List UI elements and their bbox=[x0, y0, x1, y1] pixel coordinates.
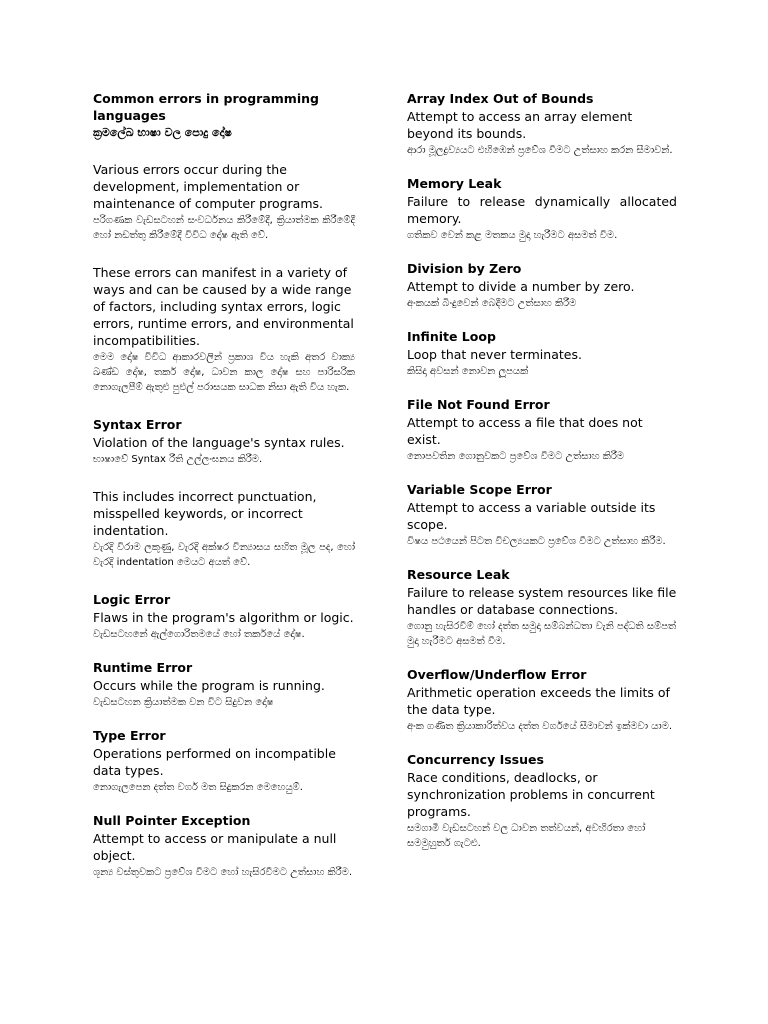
section-text-en: Arithmetic operation exceeds the limits of the data type. bbox=[407, 685, 670, 717]
section-text-si: ආරා මූලද්‍රව්‍යයට එහිඹෙන් ප්‍රවේශ වීමට උත්සාහ කරන සීමාවන්. bbox=[407, 145, 673, 156]
section-heading: Concurrency Issues bbox=[407, 752, 544, 767]
section-concurrency bbox=[407, 751, 677, 851]
section-text-en: Loop that never terminates. bbox=[407, 347, 582, 362]
section-text-si: අංක ගණිත ක්‍රියාකාරිත්වය දත්ත වර්ගයේ සීමාවන් ඉක්මවා යාම. bbox=[407, 721, 673, 732]
section-heading: Infinite Loop bbox=[407, 329, 496, 344]
section-heading: Overflow/Underflow Error bbox=[407, 667, 587, 682]
section-text-si: ගතිකව වෙන් කළ මතකය මුදා හැරීමට අසමත් වීම. bbox=[407, 230, 618, 241]
section-type-error bbox=[93, 727, 355, 795]
page-title-sinhala: ක්‍රමලේඛ භාෂා වල පොදු දෝෂ bbox=[93, 126, 232, 139]
section-resource-leak bbox=[407, 566, 677, 649]
section-text-si: භාෂාවේ Syntax රීති උල්ලංඝනය කිරීම. bbox=[93, 454, 263, 465]
section-text-en: Attempt to access an array element beyond its bounds. bbox=[407, 109, 633, 141]
section-overflow-underflow bbox=[407, 666, 677, 734]
section-heading: Array Index Out of Bounds bbox=[407, 91, 594, 106]
section-text-si: ශූන්‍ය වස්තුවකට ප්‍රවේශ වීමට හෝ හැසිරවීමට උත්සාහ කිරීම. bbox=[93, 867, 353, 878]
section-text-en: Attempt to access or manipulate a null object. bbox=[93, 831, 337, 863]
section-infinite-loop bbox=[407, 328, 677, 379]
section-text-en: Attempt to access a file that does not exist. bbox=[407, 415, 643, 447]
section-runtime-error bbox=[93, 659, 355, 710]
section-text-en: Race conditions, deadlocks, or synchronization problems in concurrent programs. bbox=[407, 770, 655, 819]
section-text-en: Operations performed on incompatible data types. bbox=[93, 746, 336, 778]
section-heading: Runtime Error bbox=[93, 660, 193, 675]
intro-text-si: පරිගණක වැඩසටහන් සංවර්ධනය කිරීමේදී, ක්‍රියාත්මක කිරීමේදී හෝ නඩත්තු කිරීමේදී විවිධ දෝෂ ඇති වේ. bbox=[93, 215, 355, 241]
section-heading: Type Error bbox=[93, 728, 166, 743]
section-text-si: ගොනු හැසිරවීම් හෝ දත්ත සමුදා සම්බන්ධතා වැනි පද්ධති සම්පත් මුදා හැරීමට අසමත් වීම. bbox=[407, 621, 677, 647]
section-text-en: Occurs while the program is running. bbox=[93, 678, 325, 693]
section-text-si: නොපවතින ගොනුවකට ප්‍රවේශ වීමට උත්සාහ කිරීම bbox=[407, 451, 625, 462]
section-syntax-details bbox=[93, 488, 355, 570]
section-memory-leak bbox=[407, 175, 677, 243]
intro-text-en: Various errors occur during the development, implementation or maintenance of computer programs. bbox=[93, 162, 323, 211]
section-text-en: This includes incorrect punctuation, misspelled keywords, or incorrect indentation. bbox=[93, 489, 317, 538]
left-column bbox=[93, 90, 355, 880]
section-file-not-found bbox=[407, 396, 677, 464]
intro-paragraph-1 bbox=[93, 161, 355, 243]
section-heading: Syntax Error bbox=[93, 417, 182, 432]
section-heading: Division by Zero bbox=[407, 261, 522, 276]
title-block bbox=[93, 90, 355, 140]
intro-paragraph-2 bbox=[93, 264, 355, 395]
section-heading: File Not Found Error bbox=[407, 397, 550, 412]
section-text-en: Attempt to divide a number by zero. bbox=[407, 279, 635, 294]
section-text-si: වැඩසටහනේ ඇල්ගොරිතමයේ හෝ තර්කයේ දෝෂ. bbox=[93, 629, 305, 640]
section-array-index bbox=[407, 90, 677, 158]
intro-text-si: මෙම දෝෂ විවිධ ආකාරවලින් ප්‍රකාශ විය හැකි අතර වාක්‍ය ඛණ්ඩ දෝෂ, තර්ක දෝෂ, ධාවන කාල දෝෂ සහ පාරිසරික නොගැලපීම් ඇතුළු පුළුල් පරාසයක සාධක නිසා ඇති විය හැක. bbox=[93, 352, 355, 393]
section-heading: Memory Leak bbox=[407, 176, 502, 191]
section-text-si: විෂය පථයෙන් පිටත විචල්‍යයකට ප්‍රවේශ වීමට උත්සාහ කිරීම. bbox=[407, 536, 666, 547]
section-text-en: Flaws in the program's algorithm or logic. bbox=[93, 610, 354, 625]
section-division-by-zero bbox=[407, 260, 677, 311]
intro-text-en: These errors can manifest in a variety of ways and can be caused by a wide range of factors, including syntax errors, logic errors, runtime errors, and environmental incompatibilities. bbox=[93, 265, 354, 348]
section-null-pointer bbox=[93, 812, 355, 880]
section-heading: Resource Leak bbox=[407, 567, 510, 582]
section-heading: Null Pointer Exception bbox=[93, 813, 251, 828]
section-text-si: වැඩසටහන ක්‍රියාත්මක වන විට සිදුවන දෝෂ bbox=[93, 697, 274, 708]
section-logic-error bbox=[93, 591, 355, 642]
section-variable-scope bbox=[407, 481, 677, 549]
page-title: Common errors in programming languages bbox=[93, 91, 319, 123]
section-text-si: සමගාමී වැඩසටහන් වල ධාවන තත්වයන්, අවහිරතා හෝ සමමුහුර්ත ගැටළු. bbox=[407, 823, 646, 849]
section-heading: Logic Error bbox=[93, 592, 171, 607]
section-text-si: නොගැලපෙන දත්ත වර්ග මත සිදුකරන මෙහෙයුම්. bbox=[93, 782, 303, 793]
section-text-en: Failure to release system resources like file handles or database connections. bbox=[407, 585, 677, 617]
section-text-si: වැරදි විරාම ලකුණු, වැරදි අක්ෂර වින්‍යාසය සහිත මූල පද, හෝ වැරදි indentation මෙයට අයත් වේ. bbox=[93, 542, 355, 568]
section-heading: Variable Scope Error bbox=[407, 482, 552, 497]
section-text-en: Attempt to access a variable outside its scope. bbox=[407, 500, 656, 532]
section-text-si: කිසිදා අවසන් නොවන ලූපයක් bbox=[407, 366, 529, 377]
section-text-en: Violation of the language's syntax rules. bbox=[93, 435, 345, 450]
section-text-en: Failure to release dynamically allocated memory. bbox=[407, 194, 677, 226]
right-column bbox=[407, 90, 677, 851]
section-syntax-error bbox=[93, 416, 355, 467]
section-text-si: අංකයක් බිංදුවෙන් බෙදීමට උත්සාහ කිරීම bbox=[407, 298, 577, 309]
